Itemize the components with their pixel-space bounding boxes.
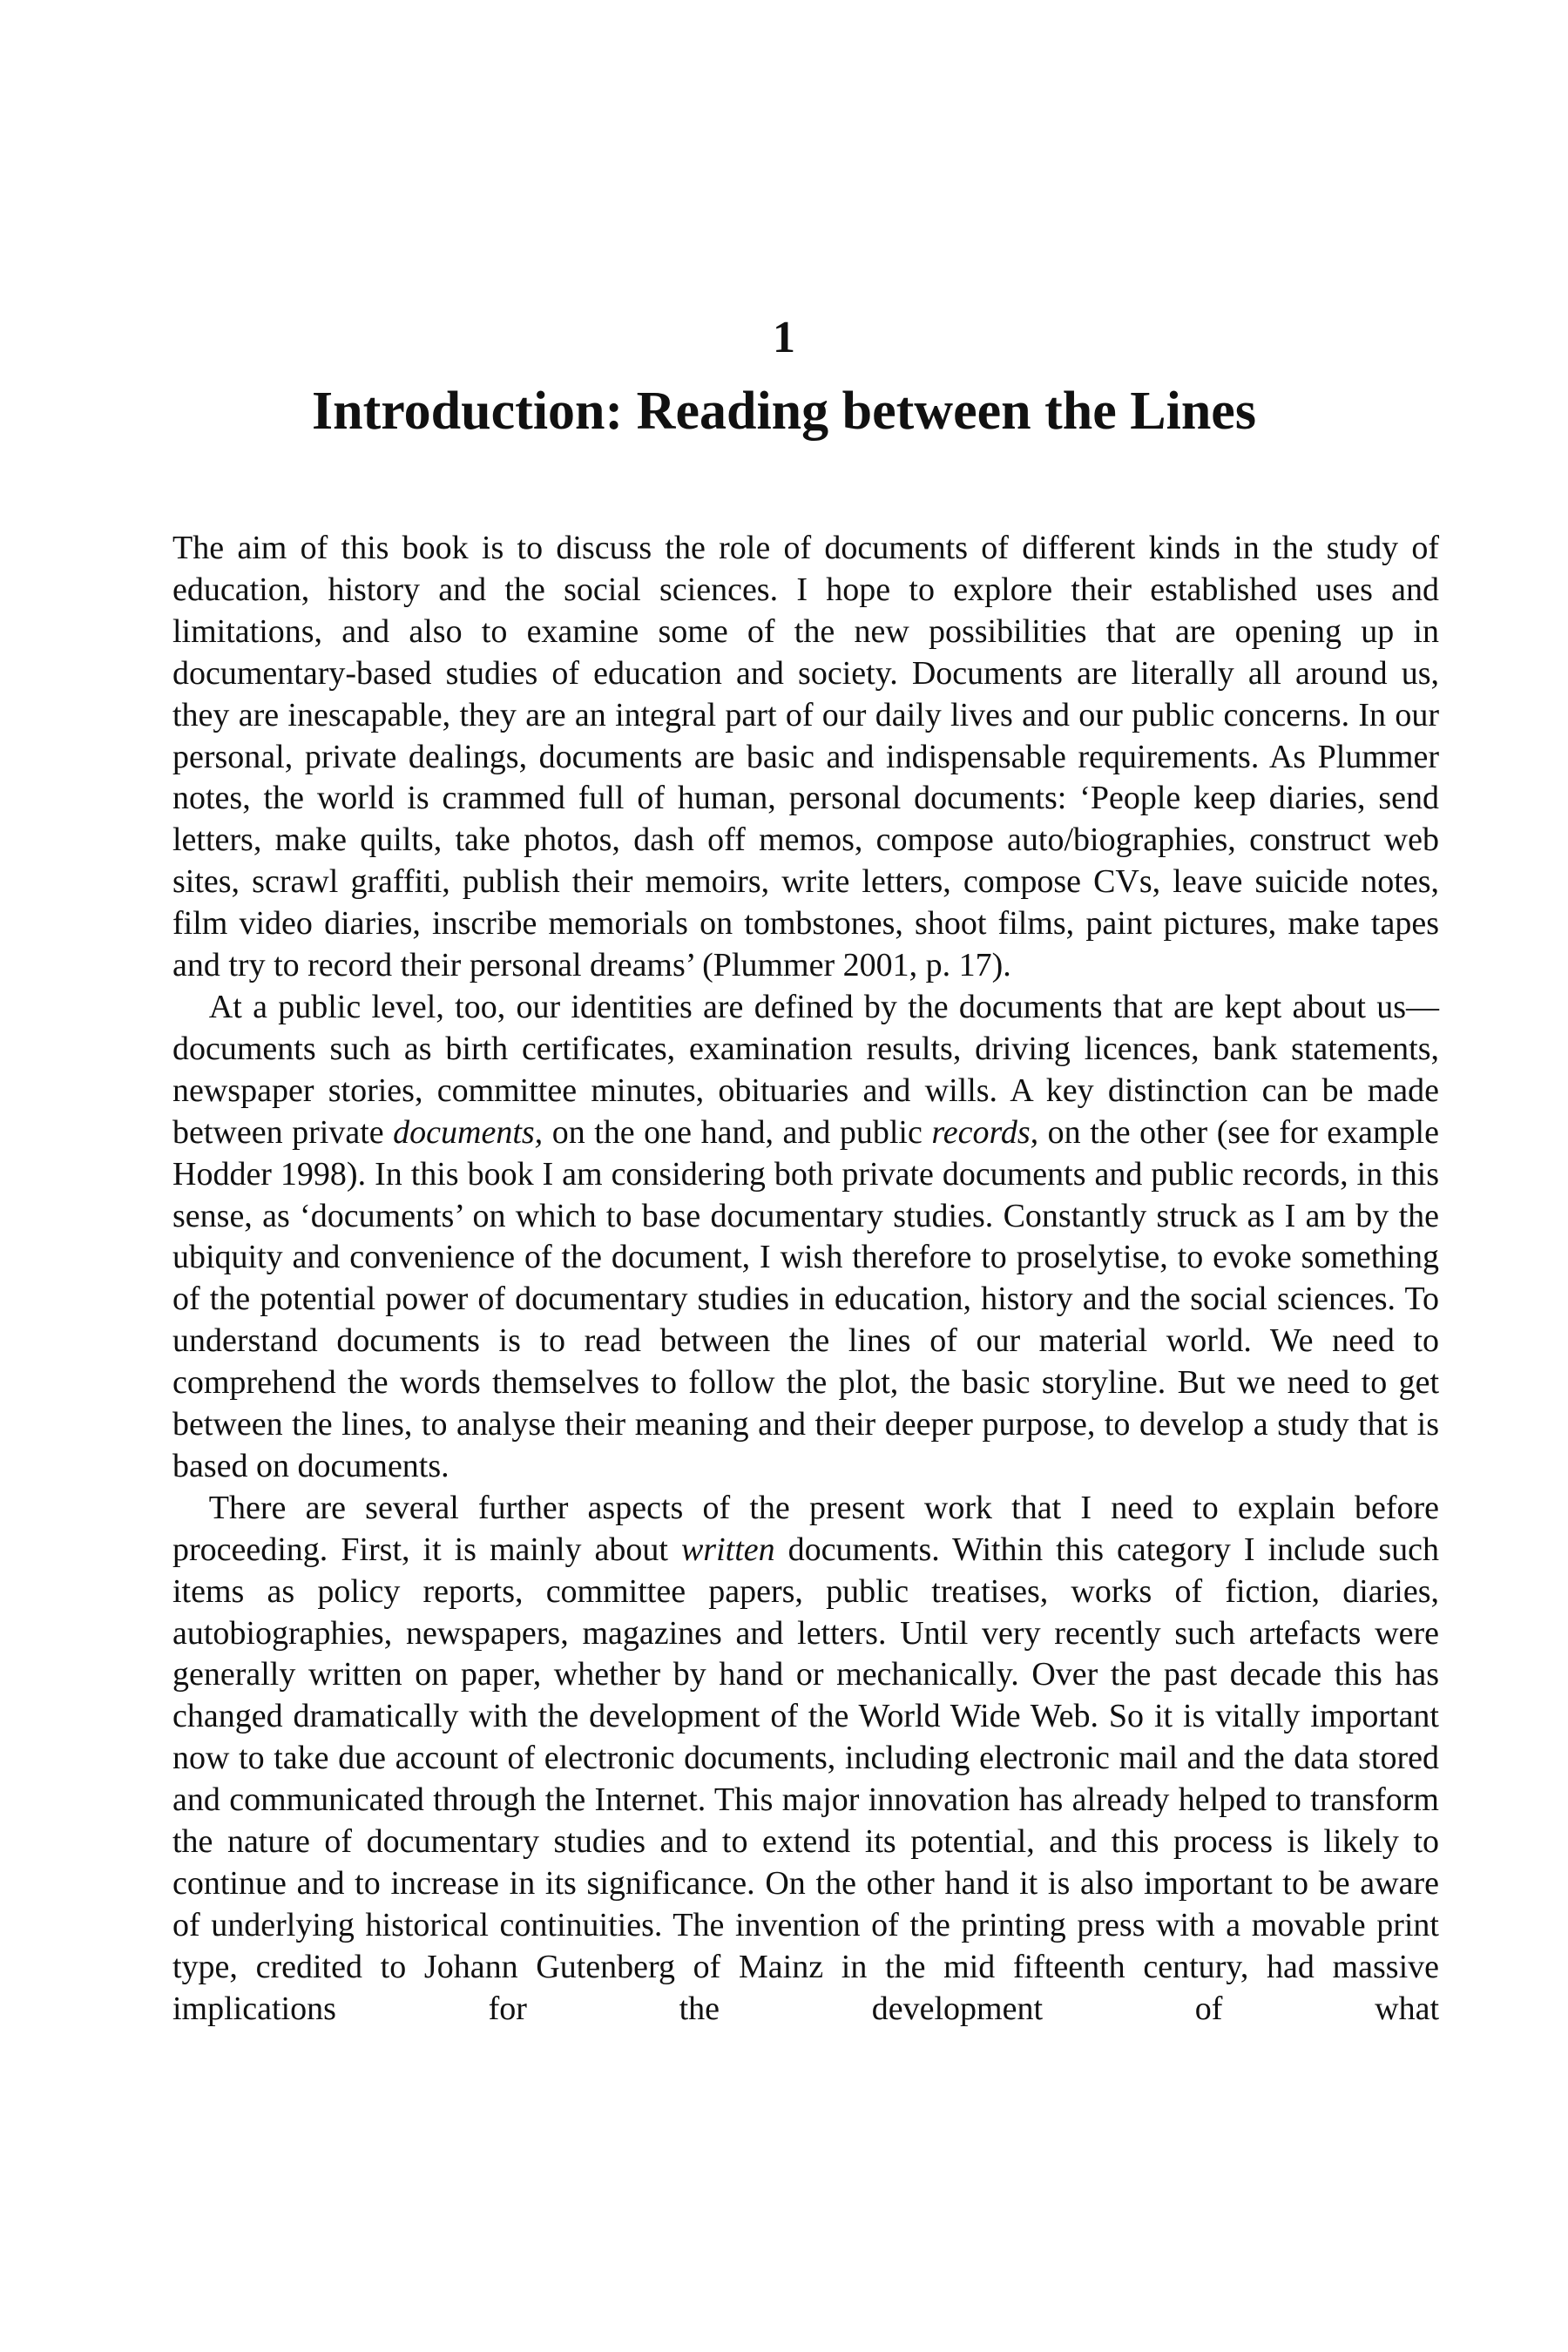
paragraph-text: There are several further aspects of the present work that I need to explain before proceeding. First, it is mainly about [172, 1489, 1439, 1568]
chapter-title: Introduction: Reading between the Lines [312, 382, 1256, 441]
italic-term: written [680, 1531, 775, 1568]
paragraph-text: At a public level, too, our identities are defined by the documents that are kept about us—documents such as birth certificates, examination results, driving licences, bank statements, newspaper stories, committee minutes, obituaries and wills. A key distinction can be made between private [172, 988, 1439, 1151]
paragraph-text: on the one hand, and public [543, 1113, 932, 1151]
paragraph-text: documents. Within this category I include such items as policy reports, committee papers, public treatises, works of fiction, diaries, autobiographies, newspapers, magazines and letters. Until very recently such artefacts were generally written on paper, whether by hand or mechanically. Over the past decade this has changed dramatically with the development of the World Wide Web. So it is vitally important now to take due account of electronic documents, including electronic mail and the data stored and communicated through the Internet. This major innovation has already helped to transform the nature of documentary studies and to extend its potential, and this process is likely to continue and to increase in its significance. On the other hand it is also important to be aware of underlying historical continuities. The invention of the printing press with a movable print type, credited to Johann Gutenberg of Mainz in the mid fifteenth century, had massive implications for the development of what [172, 1531, 1439, 2027]
paragraph-2 [172, 987, 1439, 1488]
paragraph-text: The aim of this book is to discuss the role of documents of different kinds in the study of education, history and the social sciences. I hope to explore their established uses and limitations, and also to examine some of the new possibilities that are opening up in documentary-based studies of education and society. Documents are literally all around us, they are inescapable, they are an integral part of our daily lives and our public concerns. In our personal, private dealings, documents are basic and indispensable requirements. As Plummer notes, the world is crammed full of human, personal documents: ‘People keep diaries, send letters, make quilts, take photos, dash off memos, compose auto/biographies, construct web sites, scrawl graffiti, publish their memoirs, write letters, compose CVs, leave suicide notes, film video diaries, inscribe memorials on tombstones, shoot films, paint pictures, make tapes and try to record their personal dreams’ (Plummer 2001, p. 17). [172, 530, 1439, 984]
paragraph-3 [172, 1488, 1439, 2031]
chapter-number: 1 [773, 313, 795, 362]
italic-term: documents, [393, 1113, 544, 1151]
italic-term: records, [931, 1113, 1039, 1151]
paragraph-text: on the other (see for example Hodder 1998). In this book I am considering both private documents and public records, in this sense, as ‘documents’ on which to base documentary studies. Constantly struck as I am by the ubiquity and convenience of the document, I wish therefore to proselytise, to evoke something of the potential power of documentary studies in education, history and the social sciences. To understand documents is to read between the lines of our material world. We need to comprehend the words themselves to follow the plot, the basic storyline. But we need to get between the lines, to analyse their meaning and their deeper purpose, to develop a study that is based on documents. [172, 1113, 1439, 1484]
body-text [172, 528, 1439, 2031]
paragraph-1 [172, 528, 1439, 987]
